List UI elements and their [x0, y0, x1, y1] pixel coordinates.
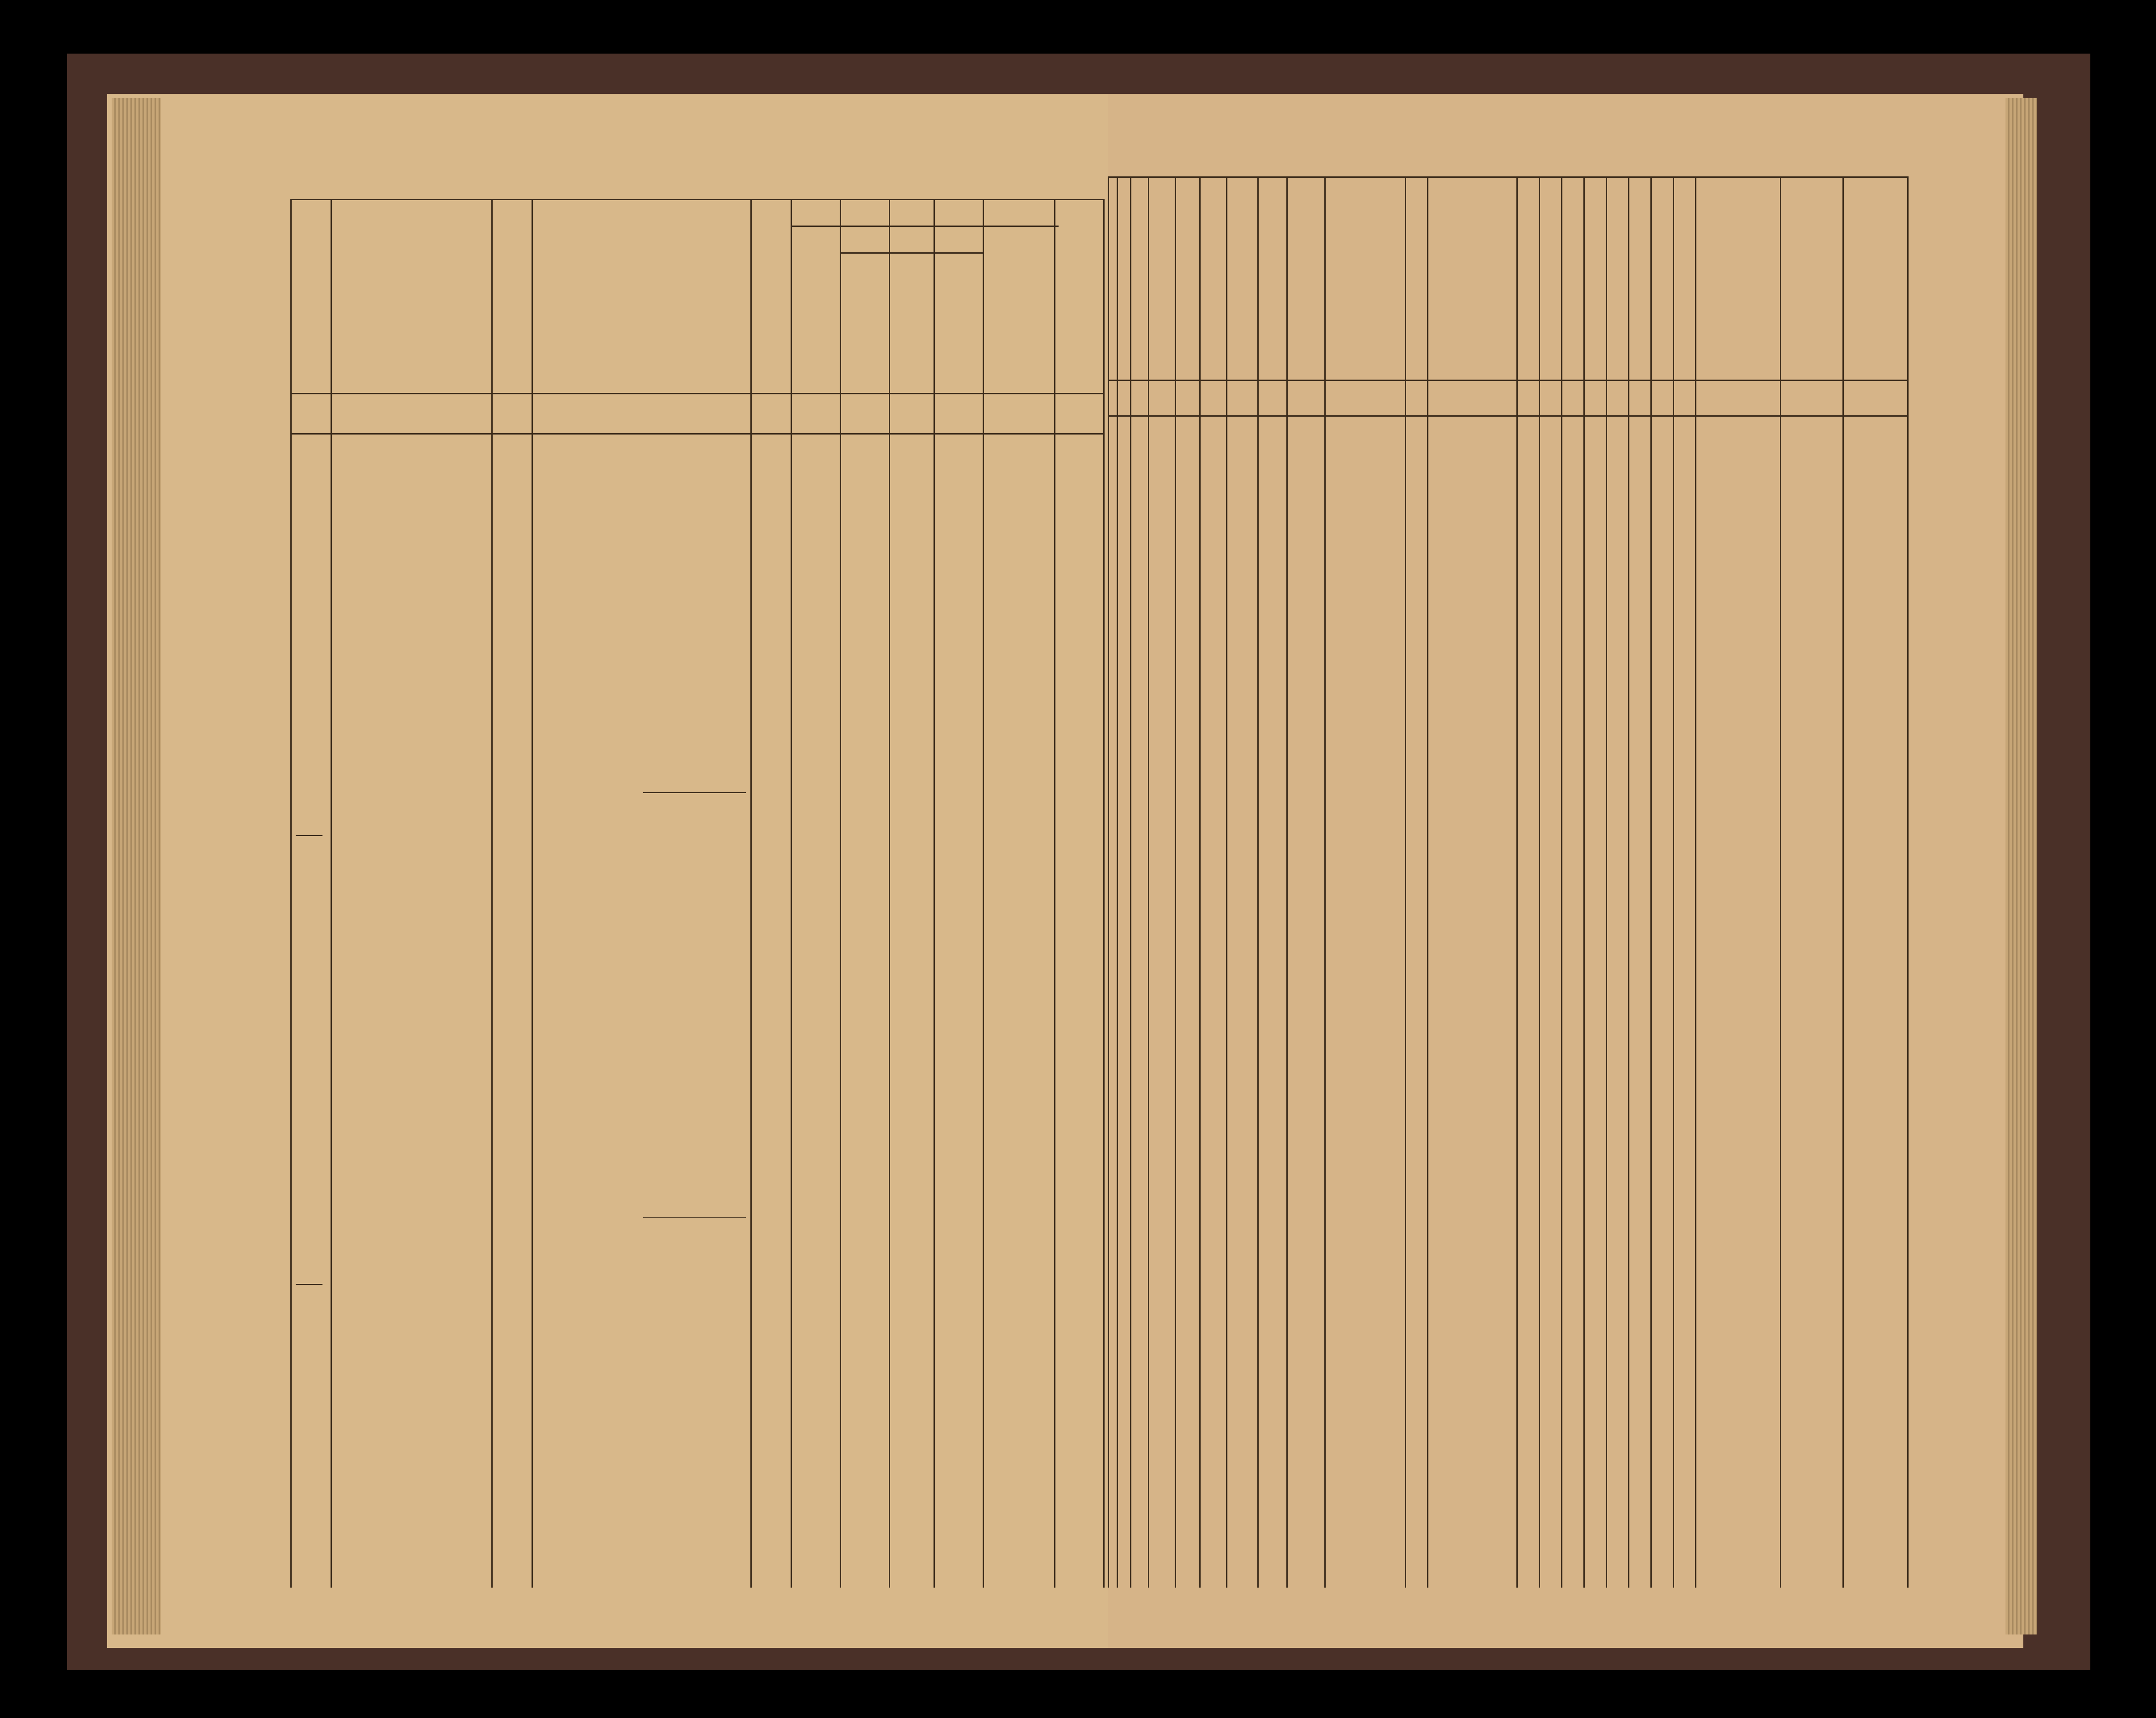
left-col-rule-1 — [331, 199, 332, 1588]
left-col-rule-8 — [934, 199, 935, 1588]
right-col-rule-7 — [1257, 176, 1259, 1588]
right-col-rule-13 — [1539, 176, 1540, 1588]
right-page — [1108, 94, 2023, 1648]
right-colnum-rule-bottom — [1108, 415, 1907, 417]
left-colnum-rule-bottom — [290, 433, 1103, 435]
right-col-rule-5 — [1199, 176, 1201, 1588]
right-col-rule-15 — [1583, 176, 1585, 1588]
right-col-rule-0 — [1108, 176, 1109, 1588]
right-col-rule-8 — [1286, 176, 1288, 1588]
total-rule — [643, 792, 746, 793]
left-table-top-rule — [290, 199, 1103, 200]
right-col-rule-18 — [1650, 176, 1652, 1588]
right-page-edges — [2005, 98, 2037, 1634]
left-page — [107, 94, 1108, 1648]
group-rule — [791, 226, 1059, 227]
right-col-rule-9 — [1324, 176, 1326, 1588]
right-col-rule-21 — [1780, 176, 1781, 1588]
right-col-rule-11 — [1427, 176, 1428, 1588]
left-col-rule-3 — [532, 199, 533, 1588]
right-col-rule-2 — [1130, 176, 1131, 1588]
total-rule — [643, 1217, 746, 1218]
right-colnum-rule-top — [1108, 380, 1907, 381]
right-col-rule-12 — [1516, 176, 1518, 1588]
left-colnum-rule-top — [290, 393, 1103, 394]
left-col-rule-4 — [750, 199, 752, 1588]
right-col-rule-3 — [1148, 176, 1149, 1588]
right-col-rule-4 — [1175, 176, 1176, 1588]
right-col-rule-23 — [1907, 176, 1909, 1588]
soviet-11-fraction-rule — [296, 1284, 322, 1285]
left-col-rule-11 — [1103, 199, 1105, 1588]
right-col-rule-16 — [1606, 176, 1607, 1588]
left-page-edges — [112, 98, 161, 1634]
left-col-rule-10 — [1054, 199, 1055, 1588]
left-col-rule-2 — [491, 199, 493, 1588]
left-col-rule-7 — [889, 199, 890, 1588]
right-col-rule-1 — [1117, 176, 1118, 1588]
right-table-top-rule — [1108, 176, 1907, 178]
right-col-rule-19 — [1673, 176, 1674, 1588]
left-col-rule-6 — [840, 199, 841, 1588]
right-col-rule-20 — [1695, 176, 1696, 1588]
left-col-rule-5 — [791, 199, 792, 1588]
right-col-rule-6 — [1226, 176, 1227, 1588]
subgroup-rule — [840, 252, 983, 254]
soviet-10-fraction-rule — [296, 835, 322, 836]
right-col-rule-17 — [1628, 176, 1629, 1588]
left-col-rule-9 — [983, 199, 984, 1588]
right-col-rule-10 — [1405, 176, 1406, 1588]
left-col-rule-0 — [290, 199, 292, 1588]
right-col-rule-22 — [1842, 176, 1844, 1588]
right-col-rule-14 — [1561, 176, 1562, 1588]
